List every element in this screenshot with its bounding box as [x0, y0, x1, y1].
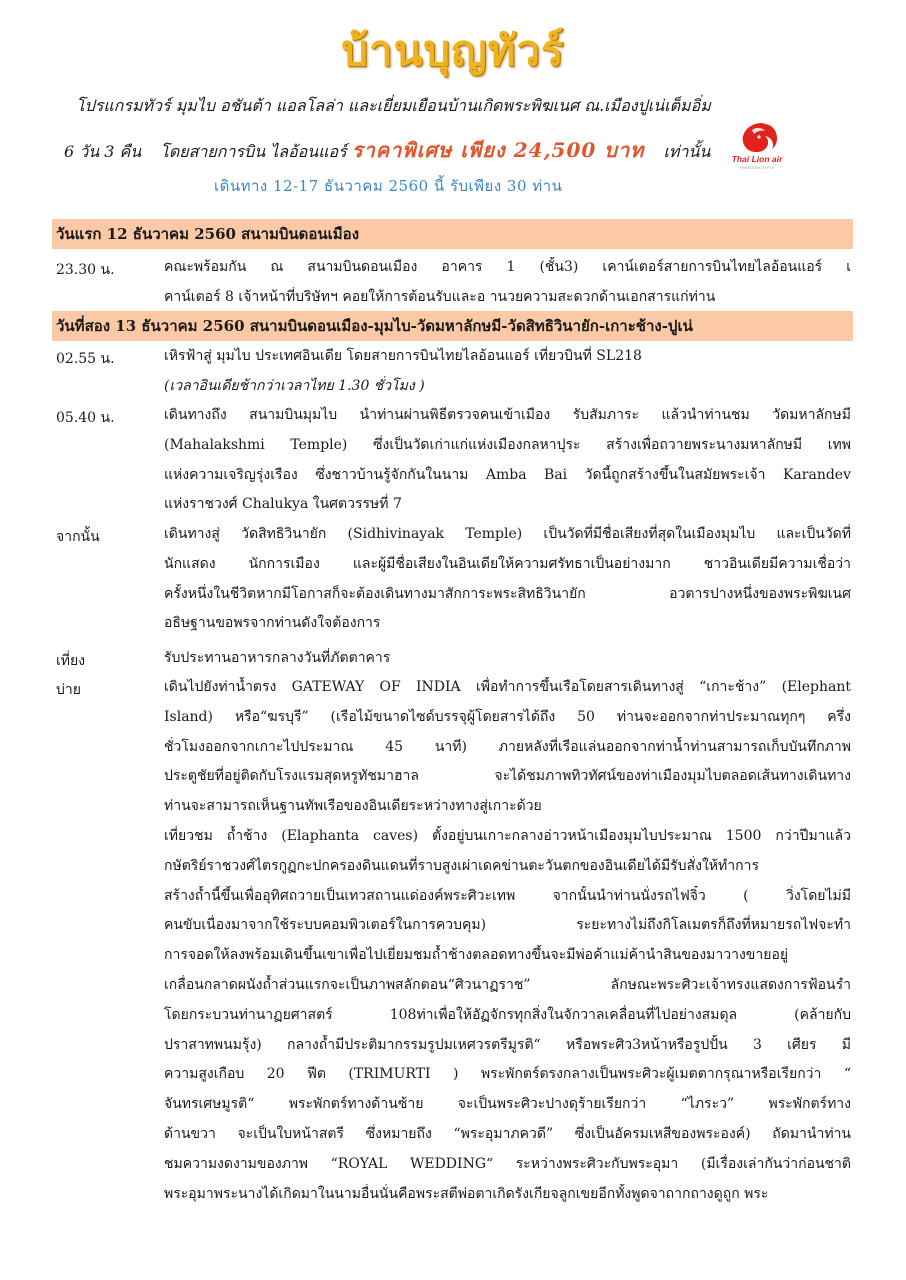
itinerary-text-line: ชั่วโมงออกจากเกาะไปประมาณ 45 นาที) ภายหลังที่เรือแล่นออกจากท่าน้ำท่านสามารถเก็บบันทึกภาพ	[164, 739, 851, 755]
lion-head-icon	[743, 123, 777, 152]
itinerary-time: บ่าย	[56, 682, 81, 698]
itinerary-time: เที่ยง	[56, 653, 86, 669]
promo-line	[64, 134, 710, 166]
itinerary-text-line: แห่งราชวงศ์ Chalukya ในศตวรรษที่ 7	[164, 496, 402, 512]
airline-tagline-text: FREEDOM TO FLY	[739, 165, 775, 170]
page-title: บ้านบุญทัวร์	[341, 26, 565, 75]
itinerary-text-line: ปราสาทพนมรุ้ง) กลางถ้ำมีประติมากรรมรูปมเหศวรตรีมูรติ“ หรือพระศิว3หน้าหรือรูปปั้น 3 เศียร มี	[164, 1037, 851, 1053]
itinerary-text-line: คณะพร้อมกัน ณ สนามบินดอนเมือง อาคาร 1 (ชั้น3) เคาน์เตอร์สายการบินไทยไลอ้อนแอร์ เ	[164, 259, 851, 275]
itinerary-time: 23.30 น.	[56, 262, 115, 278]
airline-logo	[722, 120, 792, 172]
tour-subtitle: โปรแกรมทัวร์ มุมไบ อชันต้า แอลโลล่า และเยี่ยมเยือนบ้านเกิดพระพิฆเนศ ณ.เมืองปูเน่เต็มอิ่ม	[76, 96, 711, 115]
itinerary-text-line: พระอุมาพระนางได้เกิดมาในนามอื่นนั่นคือพระสตีพ่อตาเกิดรังเกียจลูกเขยอีกทั้งพูดจาถากถางดูถูก พระ	[164, 1186, 769, 1202]
price-suffix: เท่านั้น	[663, 142, 711, 161]
itinerary-time: จากนั้น	[56, 529, 100, 545]
itinerary-text-line: กษัตริย์ราชวงศ์ไตรกูฏกะปกครองดินแดนที่ราบสูงเผ่าเดคข่านตะวันตกของอินเดียได้มีรับสั่งให้ทำการ	[164, 858, 759, 874]
airline-text: โดยสายการบิน ไลอ้อนแอร์	[160, 142, 347, 161]
itinerary-text-line: (Mahalakshmi Temple) ซึ่งเป็นวัดเก่าแก่แห่งเมืองกลหาปุระ สร้างเพื่อถวายพระนางมหาลักษมี เทพ	[164, 437, 851, 453]
itinerary-text-line: สร้างถ้ำนี้ขึ้นเพื่ออุทิศถวายเป็นเทวสถานแด่องค์พระศิวะเทพ จากนั้นนำท่านนั่งรถไฟจิ๋ว ( วิ่งโดยไม่มี	[164, 888, 851, 904]
tour-duration: 6 วัน 3 คืน	[64, 142, 142, 161]
itinerary-text-line: จันทรเศษมูรติ“ พระพักตร์ทางด้านซ้าย จะเป็นพระศิวะปางดุร้ายเรียกว่า “ไภระว” พระพักตร์ทาง	[164, 1096, 851, 1112]
itinerary-text-line: คาน์เตอร์ 8 เจ้าหน้าที่บริษัทฯ คอยให้การต้อนรับและอ านวยความสะดวกด้านเอกสารแก่ท่าน	[164, 289, 716, 305]
travel-dates: เดินทาง 12-17 ธันวาคม 2560 นี้ รับเพียง 30 ท่าน	[214, 177, 563, 195]
itinerary-text-line: ประตูชัยที่อยู่ติดกับโรงแรมสุดหรูทัชมาฮาล จะได้ชมภาพทิวทัศน์ของท่าเมืองมุมไบตลอดเส้นทางเดินทาง	[164, 768, 851, 784]
itinerary-text-line: แห่งความเจริญรุ่งเรือง ซึ่งชาวบ้านรู้จักกันในนาม Amba Bai วัดนี้ถูกสร้างขึ้นในสมัยพระเจ้า Karandev	[164, 467, 851, 483]
itinerary-text-line: ความสูงเกือบ 20 ฟีต (TRIMURTI ) พระพักตร์ตรงกลางเป็นพระศิวะผู้เมตตากรุณาหรือเรียกว่า “	[164, 1066, 851, 1082]
itinerary-text-line: ท่านจะสามารถเห็นฐานทัพเรือของอินเดียระหว่างทางสู่เกาะด้วย	[164, 798, 542, 814]
itinerary-text-line: เที่ยวชม ถ้ำช้าง (Elaphanta caves) ตั้งอยู่บนเกาะกลางอ่าวหน้าเมืองมุมไบประมาณ 1500 กว่าปีมาแล้ว	[164, 828, 851, 844]
itinerary-text-line: โดยกระบวนท่านาฏยศาสตร์ 108ท่าเพื่อให้อัฏจักรทุกสิ่งในจักวาลเคลื่อนที่ไปอย่างสมดุล (คล้ายกับ	[164, 1007, 851, 1023]
itinerary-time: 05.40 น.	[56, 410, 115, 426]
itinerary-text-line: นักแสดง นักการเมือง และผู้มีชื่อเสียงในอินเดียให้ความศรัทธาเป็นอย่างมาก ชาวอินเดียมีความเชื่อว่า	[164, 556, 851, 572]
itinerary-text-line: Island) หรือ“ฆรบุรี” (เรือไม้ขนาดไซด์บรรจุผู้โดยสารได้ถึง 50 ท่านจะออกจากท่าประมาณทุกๆ ครึ่ง	[164, 709, 851, 725]
itinerary-text-line: เดินทางสู่ วัดสิทธิวินายัก (Sidhivinayak Temple) เป็นวัดที่มีชื่อเสียงที่สุดในเมืองมุมไบ และเป็นวัดที่	[164, 526, 851, 542]
day-header-1: วันแรก 12 ธันวาคม 2560 สนามบินดอนเมือง	[52, 219, 853, 249]
itinerary-text-line: ครั้งหนึ่งในชีวิตหากมีโอกาสก็จะต้องเดินทางมาสักการะพระสิทธิวินายัก อวตารปางหนึ่งของพระพิฆเนศ	[164, 586, 851, 602]
airline-brand-text: Thai Lion air	[731, 154, 783, 164]
itinerary-text-line: เดินทางถึง สนามบินมุมไบ นำท่านผ่านพิธีตรวจคนเข้าเมือง รับสัมภาระ แล้วนำท่านชม วัดมหาลักษมี	[164, 407, 851, 423]
itinerary-text-line: เหิรฟ้าสู่ มุมไบ ประเทศอินเดีย โดยสายการบินไทยไลอ้อนแอร์ เที่ยวบินที่ SL218	[164, 348, 642, 364]
itinerary-text-line: รับประทานอาหารกลางวันที่ภัตตาคาร	[164, 650, 391, 666]
itinerary-text-line: เกลื่อนกลาดผนังถ้ำส่วนแรกจะเป็นภาพสลักตอน“ศิวนาฏราช” ลักษณะพระศิวะเจ้าทรงแสดงการฟ้อนรำ	[164, 977, 851, 993]
tour-price: ราคาพิเศษ เพียง 24,500 บาท	[351, 138, 645, 162]
itinerary-time: 02.55 น.	[56, 351, 115, 367]
itinerary-text-line: การจอดให้ลงพร้อมเดินขึ้นเขาเพื่อไปเยี่ยมชมถ้ำช้างตลอดทางขึ้นจะมีพ่อค้าแม่ค้านำสินของมาวางขายอยู่	[164, 947, 789, 963]
itinerary-text-line: คนขับเนื่องมาจากใช้ระบบคอมพิวเตอร์ในการควบคุม) ระยะทางไม่ถึงกิโลเมตรก็ถึงที่หมายรถไฟจะทำ	[164, 917, 851, 933]
itinerary-text-line: ด้านขวา จะเป็นใบหน้าสตรี ซึ่งหมายถึง “พระอุมาภควดี” ซึ่งเป็นอัครมเหสีของพระองค์) ถัดมานำท่าน	[164, 1126, 851, 1142]
itinerary-text-line: อธิษฐานขอพรจากท่านดังใจต้องการ	[164, 615, 381, 631]
itinerary-text-line: ชมความงดงามของภาพ “ROYAL WEDDING“ ระหว่างพระศิวะกับพระอุมา (มีเรื่องเล่ากันว่าก่อนชาติ	[164, 1156, 851, 1172]
itinerary-text-line: (เวลาอินเดียช้ากว่าเวลาไทย 1.30 ชั่วโมง )	[164, 378, 425, 394]
day-header-2: วันที่สอง 13 ธันวาคม 2560 สนามบินดอนเมือง-มุมไบ-วัดมหาลักษมี-วัดสิทธิวินายัก-เกาะช้าง-ปูเน่	[52, 311, 853, 341]
itinerary-text-line: เดินไปยังท่าน้ำตรง GATEWAY OF INDIA เพื่อทำการขึ้นเรือโดยสารเดินทางสู่ “เกาะช้าง” (Elephant	[164, 679, 851, 695]
